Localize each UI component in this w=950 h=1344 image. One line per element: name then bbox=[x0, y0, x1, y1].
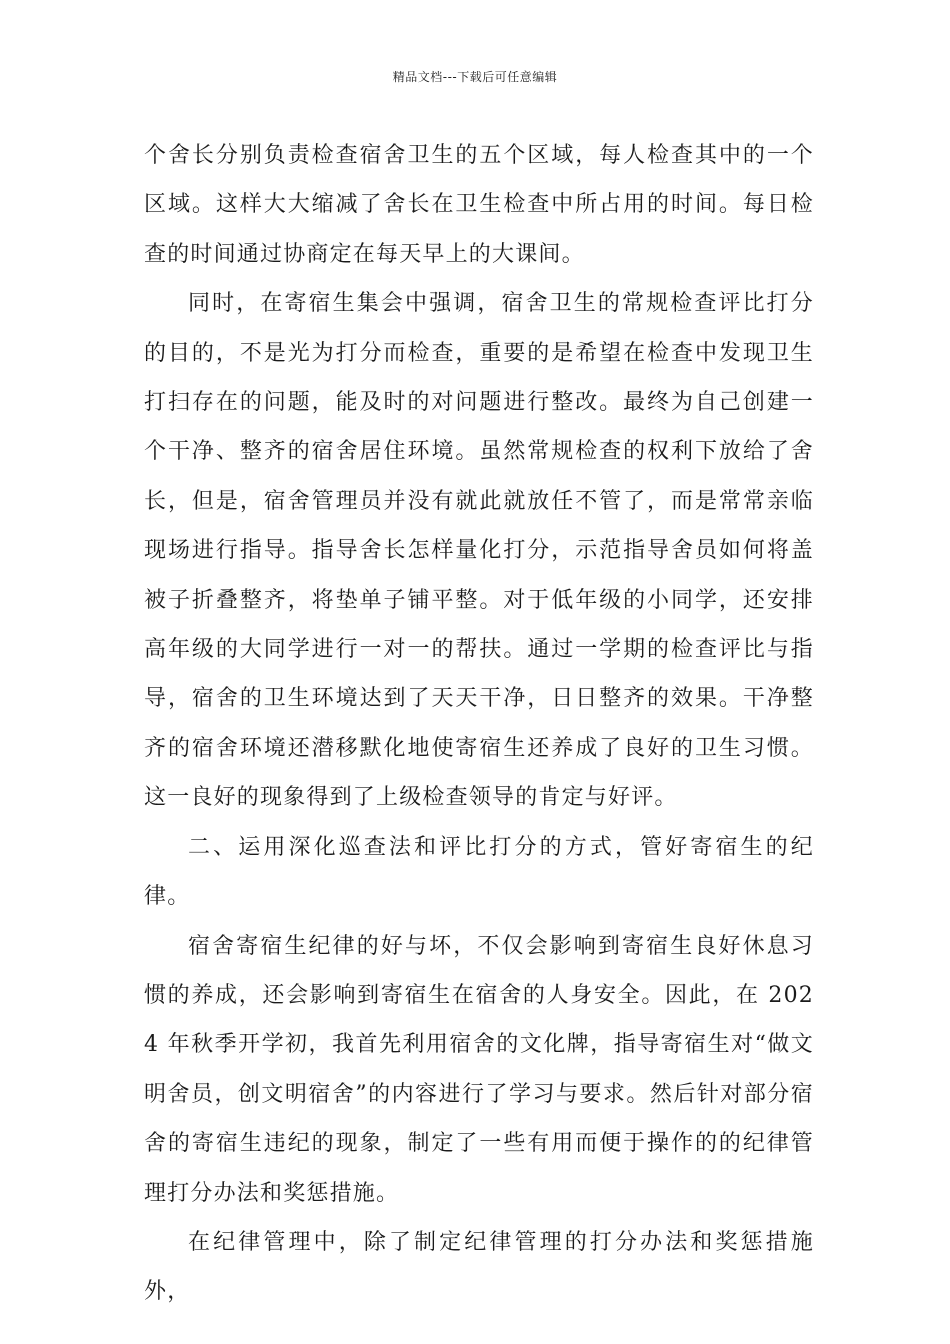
page-header: 精品文档---下载后可任意编辑 bbox=[392, 70, 558, 84]
paragraph-2: 同时，在寄宿生集会中强调，宿舍卫生的常规检查评比打分的目的，不是光为打分而检查，重要的是希望在检查中发现卫生打扫存在的问题，能及时的对问题进行整改。最终为自己创建一个干净、整齐的宿舍居住环境。虽然常规检查的权利下放给了舍长，但是，宿舍管理员并没有就此就放任不管了，而是常常亲临现场进行指导。指导舍长怎样量化打分，示范指导舍员如何将盖被子折叠整齐，将垫单子铺平整。对于低年级的小同学，还安排高年级的大同学进行一对一的帮扶。通过一学期的检查评比与指导，宿舍的卫生环境达到了天天干净，日日整齐的效果。干净整齐的宿舍环境还潜移默化地使寄宿生还养成了良好的卫生习惯。这一良好的现象得到了上级检查领导的肯定与好评。 bbox=[144, 291, 814, 811]
section-heading: 二、运用深化巡查法和评比打分的方式，管好寄宿生的纪律。 bbox=[144, 834, 814, 910]
paragraph-3: 宿舍寄宿生纪律的好与坏，不仅会影响到寄宿生良好休息习惯的养成，还会影响到寄宿生在宿舍的人身安全。因此，在 2024 年秋季开学初，我首先利用宿舍的文化牌，指导寄宿生对“做文明舍员，创文明宿舍”的内容进行了学习与要求。然后针对部分宿舍的寄宿生违纪的现象，制定了一些有用而便于操作的的纪律管理打分办法和奖惩措施。 bbox=[144, 933, 814, 1206]
paragraph-1: 个舍长分别负责检查宿舍卫生的五个区域，每人检查其中的一个区域。这样大大缩减了舍长在卫生检查中所占用的时间。每日检查的时间通过协商定在每天早上的大课间。 bbox=[144, 143, 814, 267]
paragraph-4: 在纪律管理中，除了制定纪律管理的打分办法和奖惩措施外， bbox=[144, 1229, 814, 1305]
document-body bbox=[144, 131, 814, 1317]
